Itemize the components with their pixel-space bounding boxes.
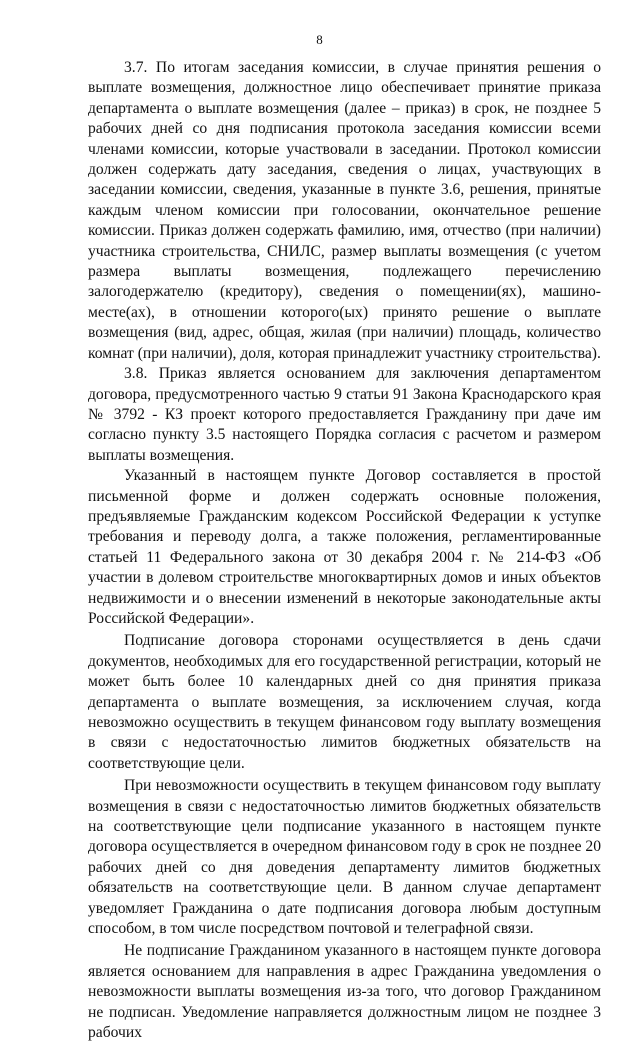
paragraph-insufficient-limits: При невозможности осуществить в текущем финансовом году выплату возмещения в связи с недостаточностью лимитов бюджетных обязательств на соответствующие цели подписание указанного в настоящем пункте договора осуществляется в очередном финансовом году в срок не позднее 20 рабочих дней со дня доведения департаменту лимитов бюджетных обязательств на соответствующие цели. В данном случае департамент уведомляет Гражданина о дате подписания договора любым доступным способом, в том числе посредством почтовой и телеграфной связи.: [88, 777, 601, 938]
paragraph-non-signing: Не подписание Гражданином указанного в настоящем пункте договора является основанием для направления в адрес Гражданина уведомления о невозможности выплаты возмещения из-за того, что договор Гражданином не подписан. Уведомление направляется должностным лицом не позднее 3 рабочих: [88, 942, 601, 1042]
document-body: [88, 58, 601, 1044]
paragraph-contract-signing: Подписание договора сторонами осуществляется в день сдачи документов, необходимых для его государственной регистрации, который не может быть более 10 календарных дней со дня принятия приказа департамента о выплате возмещения, за исключением случая, когда невозможно осуществить в текущем финансовом году выплату возмещения в связи с недостаточностью лимитов бюджетных обязательств на соответствующие цели.: [88, 632, 601, 772]
paragraph-contract-form: Указанный в настоящем пункте Договор составляется в простой письменной форме и должен содержать основные положения, предъявляемые Гражданским кодексом Российской Федерации к уступке требования и переводу долга, а также положения, регламентированные статьей 11 Федерального закона от 30 декабря 2004 г. № 214-ФЗ «Об участии в долевом строительстве многоквартирных домов и иных объектов недвижимости и о внесении изменений в некоторые законодательные акты Российской Федерации».: [88, 467, 601, 627]
paragraph-3-7: 3.7. По итогам заседания комиссии, в случае принятия решения о выплате возмещения, должностное лицо обеспечивает принятие приказа департамента о выплате возмещения (далее – приказ) в срок, не позднее 5 рабочих дней со дня подписания протокола заседания комиссии всеми членами комиссии, которые участвовали в заседании. Протокол комиссии должен содержать дату заседания, сведения о лицах, участвующих в заседании комиссии, сведения, указанные в пункте 3.6, решения, принятые каждым членом комиссии при голосовании, окончательное решение комиссии. Приказ должен содержать фамилию, имя, отчество (при наличии) участника строительства, СНИЛС, размер выплаты возмещения (с учетом размера выплаты возмещения, подлежащего перечислению залогодержателю (кредитору), сведения о помещении(ях), машино-месте(ах), в отношении которого(ых) принято решение о выплате возмещения (вид, адрес, общая, жилая (при наличии) площадь, количество комнат (при наличии), доля, которая принадлежит участнику строительства).: [88, 59, 601, 362]
paragraph-3-8: 3.8. Приказ является основанием для заключения департаментом договора, предусмотренного частью 9 статьи 91 Закона Краснодарского края № 3792 - КЗ проект которого предоставляется Гражданину при даче им согласно пункту 3.5 настоящего Порядка согласия с расчетом и размером выплаты возмещения.: [88, 365, 601, 464]
page-number: 8: [316, 32, 323, 47]
